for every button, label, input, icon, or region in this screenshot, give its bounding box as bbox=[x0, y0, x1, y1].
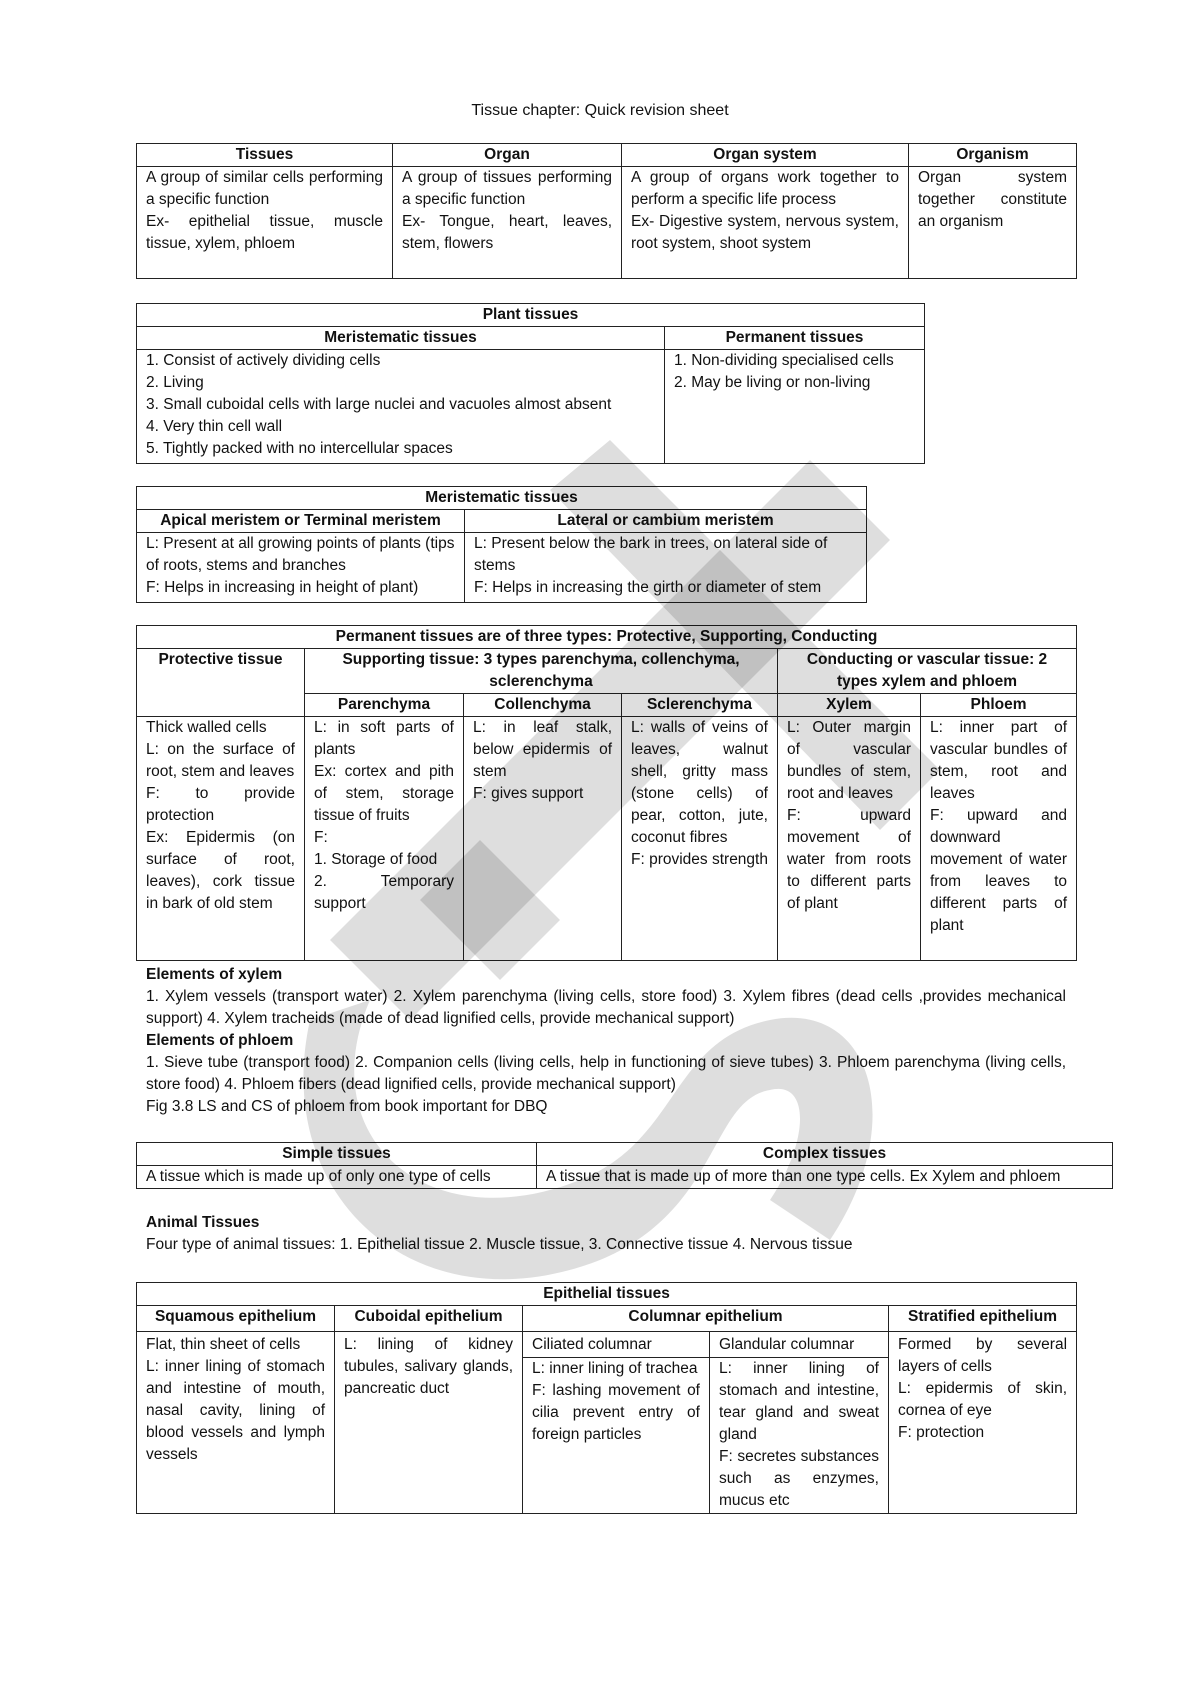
cell-text: L: inner lining of stomach and intestine, tear gland and sweat gland bbox=[719, 1360, 879, 1443]
cell-text: Ex- Digestive system, nervous system, root system, shoot system bbox=[631, 213, 899, 252]
protective-details bbox=[137, 717, 305, 961]
ciliated-details bbox=[523, 1358, 710, 1514]
list-item: 4. Very thin cell wall bbox=[146, 418, 283, 435]
cell-organ-system bbox=[622, 167, 909, 279]
cell-text: L: inner part of vascular bundles of stem, root and leaves bbox=[930, 719, 1068, 802]
header-supporting: Supporting tissue: 3 types parenchyma, collenchyma, sclerenchyma bbox=[305, 649, 778, 694]
header-columnar: Columnar epithelium bbox=[523, 1306, 889, 1332]
list-item: 2. May be living or non-living bbox=[674, 374, 871, 391]
cell-text: 1. Storage of food bbox=[314, 851, 438, 868]
header-apical-meristem: Apical meristem or Terminal meristem bbox=[137, 510, 465, 533]
permanent-tissues-table bbox=[136, 625, 1077, 961]
header-ciliated-columnar: Ciliated columnar bbox=[523, 1332, 710, 1358]
levels-table bbox=[136, 143, 1077, 279]
cell-text: A group of similar cells performing a specific function bbox=[146, 169, 383, 208]
cell-text: A group of organs work together to perform a specific life process bbox=[631, 169, 899, 208]
cell-text: Ex- Tongue, heart, leaves, stem, flowers bbox=[402, 213, 612, 252]
parenchyma-details bbox=[305, 717, 464, 961]
elements-section bbox=[146, 964, 1066, 1118]
cell-text: Ex: Epidermis (on surface of root, leaves), cork tissue in bark of old stem bbox=[146, 829, 295, 912]
cuboidal-details bbox=[335, 1332, 523, 1514]
header-parenchyma: Parenchyma bbox=[305, 694, 464, 717]
header-sclerenchyma: Sclerenchyma bbox=[622, 694, 778, 717]
cell-text: F: secretes substances such as enzymes, mucus etc bbox=[719, 1448, 879, 1509]
header-stratified: Stratified epithelium bbox=[889, 1306, 1077, 1332]
cell-organism bbox=[909, 167, 1077, 279]
animal-tissues-text: Four type of animal tissues: 1. Epithelial tissue 2. Muscle tissue, 3. Connective tissue 4. Nervous tissue bbox=[146, 1236, 853, 1253]
cell-text: L: inner lining of stomach and intestine of mouth, nasal cavity, lining of blood vessels and lymph vessels bbox=[146, 1358, 325, 1463]
cell-text: Ex- epithelial tissue, muscle tissue, xylem, phloem bbox=[146, 213, 383, 252]
cell-text: L: on the surface of root, stem and leaves bbox=[146, 741, 295, 780]
list-item: 5. Tightly packed with no intercellular spaces bbox=[146, 440, 453, 457]
cell-text: Thick walled cells bbox=[146, 719, 267, 736]
header-simple-tissues: Simple tissues bbox=[137, 1143, 537, 1166]
cell-text: F: Helps in increasing the girth or diameter of stem bbox=[474, 579, 822, 596]
header-phloem: Phloem bbox=[921, 694, 1077, 717]
cell-text: F: upward and downward movement of water from leaves to different parts of plant bbox=[930, 807, 1068, 934]
phloem-elements-heading: Elements of phloem bbox=[146, 1032, 294, 1049]
header-organism: Organism bbox=[909, 144, 1077, 167]
cell-text: L: in leaf stalk, below epidermis of stem bbox=[473, 719, 612, 780]
xylem-elements-heading: Elements of xylem bbox=[146, 966, 283, 983]
header-glandular-columnar: Glandular columnar bbox=[710, 1332, 889, 1358]
plant-tissues-title: Plant tissues bbox=[137, 304, 925, 327]
cell-text: Organ system together constitute an organism bbox=[918, 169, 1067, 230]
cell-text: Formed by several layers of cells bbox=[898, 1336, 1068, 1375]
cell-text: F: protection bbox=[898, 1424, 985, 1441]
list-item: 1. Non-dividing specialised cells bbox=[674, 352, 894, 369]
header-lateral-meristem: Lateral or cambium meristem bbox=[465, 510, 867, 533]
cell-organ bbox=[393, 167, 622, 279]
cell-text: 2. Temporary support bbox=[314, 873, 454, 912]
epithelial-table bbox=[136, 1282, 1077, 1514]
complex-tissues-definition: A tissue that is made up of more than one type cells. Ex Xylem and phloem bbox=[537, 1166, 1113, 1189]
cell-text: L: inner lining of trachea bbox=[532, 1360, 698, 1377]
cell-text: L: Outer margin of vascular bundles of stem, root and leaves bbox=[787, 719, 911, 802]
sclerenchyma-details bbox=[622, 717, 778, 961]
plant-tissues-table bbox=[136, 303, 925, 464]
animal-tissues-section bbox=[146, 1212, 1066, 1256]
cell-text: L: in soft parts of plants bbox=[314, 719, 454, 758]
header-conducting: Conducting or vascular tissue: 2 types xylem and phloem bbox=[778, 649, 1077, 694]
collenchyma-details bbox=[464, 717, 622, 961]
cell-text: Flat, thin sheet of cells bbox=[146, 1336, 301, 1353]
permanent-features bbox=[665, 350, 925, 464]
cell-text: L: Present below the bark in trees, on lateral side of stems bbox=[474, 535, 828, 574]
xylem-details bbox=[778, 717, 921, 961]
cell-text: Ex: cortex and pith of stem, storage tissue of fruits bbox=[314, 763, 454, 824]
cell-text: L: Present at all growing points of plants (tips of roots, stems and branches bbox=[146, 535, 455, 574]
list-item: 3. Small cuboidal cells with large nuclei and vacuoles almost absent bbox=[146, 396, 612, 413]
meristem-table bbox=[136, 486, 867, 603]
page-title: Tissue chapter: Quick revision sheet bbox=[471, 102, 729, 119]
simple-tissues-definition: A tissue which is made up of only one type of cells bbox=[137, 1166, 537, 1189]
cell-text: L: lining of kidney tubules, salivary glands, pancreatic duct bbox=[344, 1336, 513, 1397]
cell-text: A group of tissues performing a specific function bbox=[402, 169, 612, 208]
xylem-elements-text: 1. Xylem vessels (transport water) 2. Xylem parenchyma (living cells, store food) 3. Xylem fibres (dead cells ,provides mechanical support) 4. Xylem tracheids (made of dead lignified cells, provide mechanical support) bbox=[146, 988, 1066, 1027]
cell-text: F: lashing movement of cilia prevent entry of foreign particles bbox=[532, 1382, 700, 1443]
figure-note: Fig 3.8 LS and CS of phloem from book important for DBQ bbox=[146, 1098, 548, 1115]
epithelial-title: Epithelial tissues bbox=[137, 1283, 1077, 1306]
cell-text: F: gives support bbox=[473, 785, 584, 802]
cell-text: F: provides strength bbox=[631, 851, 768, 868]
simple-complex-table bbox=[136, 1142, 1113, 1189]
header-tissues: Tissues bbox=[137, 144, 393, 167]
lateral-meristem-details bbox=[465, 533, 867, 603]
list-item: 1. Consist of actively dividing cells bbox=[146, 352, 381, 369]
phloem-elements-text: 1. Sieve tube (transport food) 2. Companion cells (living cells, help in functioning of sieve tubes) 3. Phloem parenchyma (living cells, store food) 4. Phloem fibers (dead lignified cells, provide mechanical support) bbox=[146, 1054, 1066, 1093]
header-collenchyma: Collenchyma bbox=[464, 694, 622, 717]
header-meristematic: Meristematic tissues bbox=[137, 327, 665, 350]
cell-text: F: Helps in increasing in height of plant) bbox=[146, 579, 419, 596]
header-squamous: Squamous epithelium bbox=[137, 1306, 335, 1332]
header-organ-system: Organ system bbox=[622, 144, 909, 167]
cell-tissues bbox=[137, 167, 393, 279]
list-item: 2. Living bbox=[146, 374, 204, 391]
glandular-details bbox=[710, 1358, 889, 1514]
permanent-tissues-title: Permanent tissues are of three types: Protective, Supporting, Conducting bbox=[137, 626, 1077, 649]
header-cuboidal: Cuboidal epithelium bbox=[335, 1306, 523, 1332]
cell-text: F: to provide protection bbox=[146, 785, 295, 824]
header-permanent: Permanent tissues bbox=[665, 327, 925, 350]
animal-tissues-heading: Animal Tissues bbox=[146, 1214, 260, 1231]
header-organ: Organ bbox=[393, 144, 622, 167]
meristem-title: Meristematic tissues bbox=[137, 487, 867, 510]
apical-meristem-details bbox=[137, 533, 465, 603]
cell-text: L: epidermis of skin, cornea of eye bbox=[898, 1380, 1068, 1419]
meristematic-features bbox=[137, 350, 665, 464]
header-complex-tissues: Complex tissues bbox=[537, 1143, 1113, 1166]
squamous-details bbox=[137, 1332, 335, 1514]
cell-text: F: upward movement of water from roots to different parts of plant bbox=[787, 807, 911, 912]
phloem-details bbox=[921, 717, 1077, 961]
header-protective: Protective tissue bbox=[137, 649, 305, 717]
header-xylem: Xylem bbox=[778, 694, 921, 717]
stratified-details bbox=[889, 1332, 1077, 1514]
cell-text: L: walls of veins of leaves, walnut shell, gritty mass (stone cells) of pear, cotton, jute, coconut fibres bbox=[631, 719, 768, 846]
cell-text: F: bbox=[314, 829, 328, 846]
